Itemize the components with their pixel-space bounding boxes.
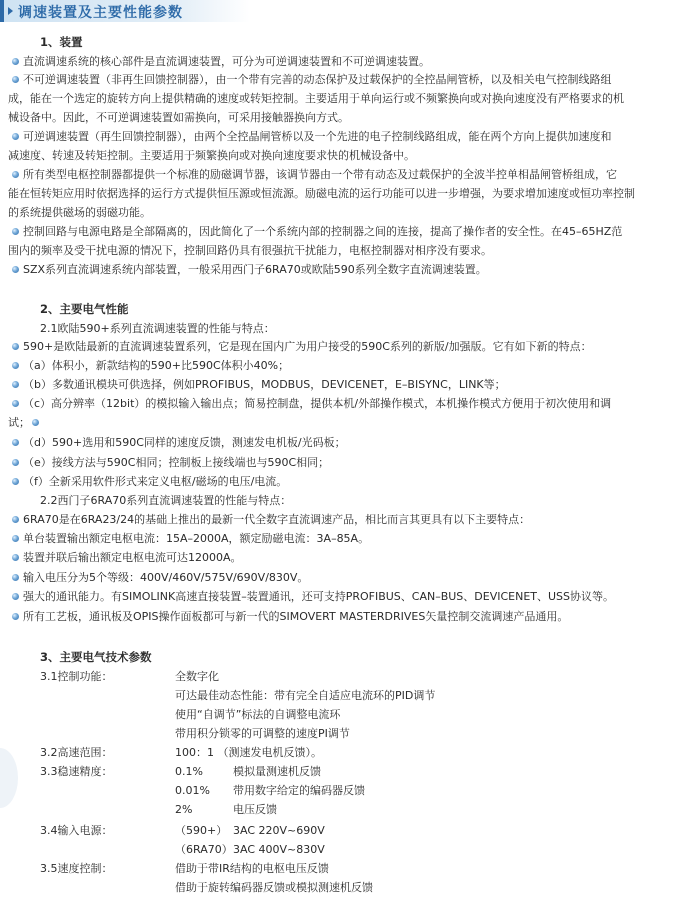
param-value: 全数字化 (175, 670, 219, 683)
param-value: 带用数字给定的编码器反馈 (233, 784, 365, 797)
param-value: 使用“自调节”标法的自调整电流环 (175, 708, 341, 721)
paragraph-text: （e）接线方法与590C相同；控制板上接线端也与590C相同； (23, 456, 330, 469)
section-1-heading: 1、装置 (40, 35, 83, 49)
paragraph-text: 成，能在一个选定的旋转方向上提供精确的速度或转矩控制。主要适用于单向运行或不频繁换向或对换向速度没有严格要求的机 (8, 92, 624, 105)
param-label: 3.2高速范围： (40, 746, 113, 759)
paragraph-text: 所有工艺板，通讯板及OPIS操作面板都可与新一代的SIMOVERT MASTERDRIVES矢量控制交流调速产品通用。 (23, 610, 569, 623)
param-value: 电压反馈 (233, 803, 277, 816)
list-item (12, 610, 568, 624)
subsection-heading: 2.2西门子6RA70系列直流调速装置的性能与特点： (40, 494, 292, 507)
paragraph-text: 可逆调速装置（再生回馈控制器），由两个全控晶闸管桥以及一个先进的电子控制线路组成，能在两个方向上提供加速度和 (23, 130, 612, 143)
paragraph-text: 装置并联后输出额定电枢电流可达12000A。 (23, 551, 242, 564)
param-value: 模拟量测速机反馈 (233, 765, 321, 778)
paragraph-text: （c）高分辨率（12bit）的模拟输入输出点；简易控制盘，提供本机/外部操作模式，本机操作模式方便用于初次使用和调 (23, 397, 612, 410)
paragraph-text: （a）体积小，新款结构的590+比590C体积小40%； (23, 359, 290, 372)
list-item (12, 475, 287, 489)
paragraph-text: 6RA70是在6RA23/24的基础上推出的最新一代全数字直流调速产品，相比而言其更具有以下主要特点： (23, 513, 531, 526)
bullet-icon (12, 478, 19, 485)
paragraph-text: 强大的通讯能力。有SIMOLINK高速直接装置–装置通讯，还可支持PROFIBUS、CAN–BUS、DEVICENET、USS协议等。 (23, 590, 615, 603)
paragraph-text: 不可逆调速装置（非再生回馈控制器），由一个带有完善的动态保护及过载保护的全控晶闸管桥，以及相关电气控制线路组 (23, 73, 612, 86)
list-item (12, 378, 506, 392)
list-item (12, 551, 242, 565)
page-title: 调速装置及主要性能参数 (18, 5, 183, 21)
list-item (12, 168, 617, 182)
bullet-icon (12, 362, 19, 369)
param-label: 3.4输入电源： (40, 824, 113, 837)
bullet-icon (12, 574, 19, 581)
bullet-icon (12, 535, 19, 542)
section-3-heading: 3、主要电气技术参数 (40, 650, 152, 664)
paragraph-text: 试； (8, 416, 30, 429)
param-value: 0.01% (175, 784, 210, 797)
bullet-icon (32, 419, 39, 426)
param-value: 3AC 220V~690V (233, 824, 325, 837)
bullet-icon (12, 171, 19, 178)
param-value: 3AC 400V~830V (233, 843, 325, 856)
param-value: （6RA70） (175, 843, 233, 856)
bullet-icon (12, 554, 19, 561)
bullet-icon (12, 516, 19, 523)
paragraph-text: 直流调速系统的核心部件是直流调速装置，可分为可逆调速装置和不可逆调速装置。 (23, 55, 430, 68)
list-item (12, 73, 612, 87)
bullet-icon (12, 76, 19, 83)
param-value: 2% (175, 803, 193, 816)
list-item (12, 359, 289, 373)
bullet-icon (12, 593, 19, 600)
param-value: 借助于带IR结构的电枢电压反馈 (175, 862, 329, 875)
paragraph-text: 械设备中。因此，不可逆调速装置如需换向，可采用接触器换向方式。 (8, 111, 349, 124)
list-item (12, 436, 346, 450)
list-item (12, 456, 329, 470)
param-value: 可达最佳动态性能：带有完全自适应电流环的PID调节 (175, 689, 436, 702)
paragraph-text: 590+是欧陆最新的直流调速装置系列，它是现在国内广为用户接受的590C系列的新版/加强版。它有如下新的特点： (23, 340, 592, 353)
list-item (12, 532, 369, 546)
paragraph-text: 围内的频率及受干扰电源的情况下，控制回路仍具有很强抗干扰能力，电枢控制器对相序没有要求。 (8, 244, 492, 257)
list-item (12, 590, 614, 604)
bullet-icon (12, 439, 19, 446)
list-item (12, 225, 622, 239)
side-decoration (0, 748, 18, 808)
list-item (12, 571, 308, 585)
paragraph-text: 输入电压分为5个等级：400V/460V/575V/690V/830V。 (23, 571, 309, 584)
param-value: 100：1 （测速发电机反馈）。 (175, 746, 322, 759)
list-item (8, 416, 43, 430)
paragraph-text: 控制回路与电源电路是全部隔离的，因此简化了一个系统内部的控制器之间的连接，提高了操作者的安全性。在45–65HZ范 (23, 225, 623, 238)
paragraph-text: SZX系列直流调速系统内部装置，一般采用西门子6RA70或欧陆590系列全数字直流调速装置。 (23, 263, 487, 276)
bullet-icon (12, 133, 19, 140)
bullet-icon (12, 228, 19, 235)
bullet-icon (12, 381, 19, 388)
list-item (12, 263, 487, 277)
param-label: 3.5速度控制： (40, 862, 113, 875)
bullet-icon (12, 266, 19, 273)
list-item (12, 55, 430, 69)
bullet-icon (12, 58, 19, 65)
paragraph-text: 单台装置输出额定电枢电流：15A–2000A，额定励磁电流：3A–85A。 (23, 532, 370, 545)
param-value: 0.1% (175, 765, 203, 778)
paragraph-text: 的系统提供磁场的弱磁功能。 (8, 206, 151, 219)
param-value: 带用积分锁零的可调整的速度PI调节 (175, 727, 350, 740)
param-label: 3.1控制功能： (40, 670, 113, 683)
list-item (12, 130, 612, 144)
paragraph-text: 减速度、转速及转矩控制。主要适用于频繁换向或对换向速度要求快的机械设备中。 (8, 149, 415, 162)
paragraph-text: （b）多数通讯模块可供选择，例如PROFIBUS，MODBUS，DEVICENET，E–BISYNC，LINK等； (23, 378, 506, 391)
bullet-icon (12, 613, 19, 620)
title-arrow-icon (8, 7, 13, 15)
param-value: 借助于旋转编码器反馈或模拟测速机反馈 (175, 881, 373, 894)
list-item (12, 397, 611, 411)
list-item (12, 513, 530, 527)
paragraph-text: （f）全新采用软件形式来定义电枢/磁场的电压/电流。 (23, 475, 288, 488)
bullet-icon (12, 400, 19, 407)
paragraph-text: 所有类型电枢控制器都提供一个标准的励磁调节器，该调节器由一个带有动态及过载保护的全波半控单相晶闸管桥组成，它 (23, 168, 617, 181)
paragraph-text: （d）590+选用和590C同样的速度反馈，测速发电机板/光码板； (23, 436, 346, 449)
paragraph-text: 能在恒转矩应用时依据选择的运行方式提供恒压源或恒流源。励磁电流的运行功能可以进一步增强，为要求增加速度或恒功率控制 (8, 187, 635, 200)
section-title-bar (0, 0, 250, 22)
section-2-heading: 2、主要电气性能 (40, 302, 129, 316)
subsection-heading: 2.1欧陆590+系列直流调速装置的性能与特点： (40, 322, 275, 335)
param-value: （590+） (175, 824, 228, 837)
list-item (12, 340, 592, 354)
bullet-icon (12, 459, 19, 466)
bullet-icon (12, 343, 19, 350)
param-label: 3.3稳速精度： (40, 765, 113, 778)
